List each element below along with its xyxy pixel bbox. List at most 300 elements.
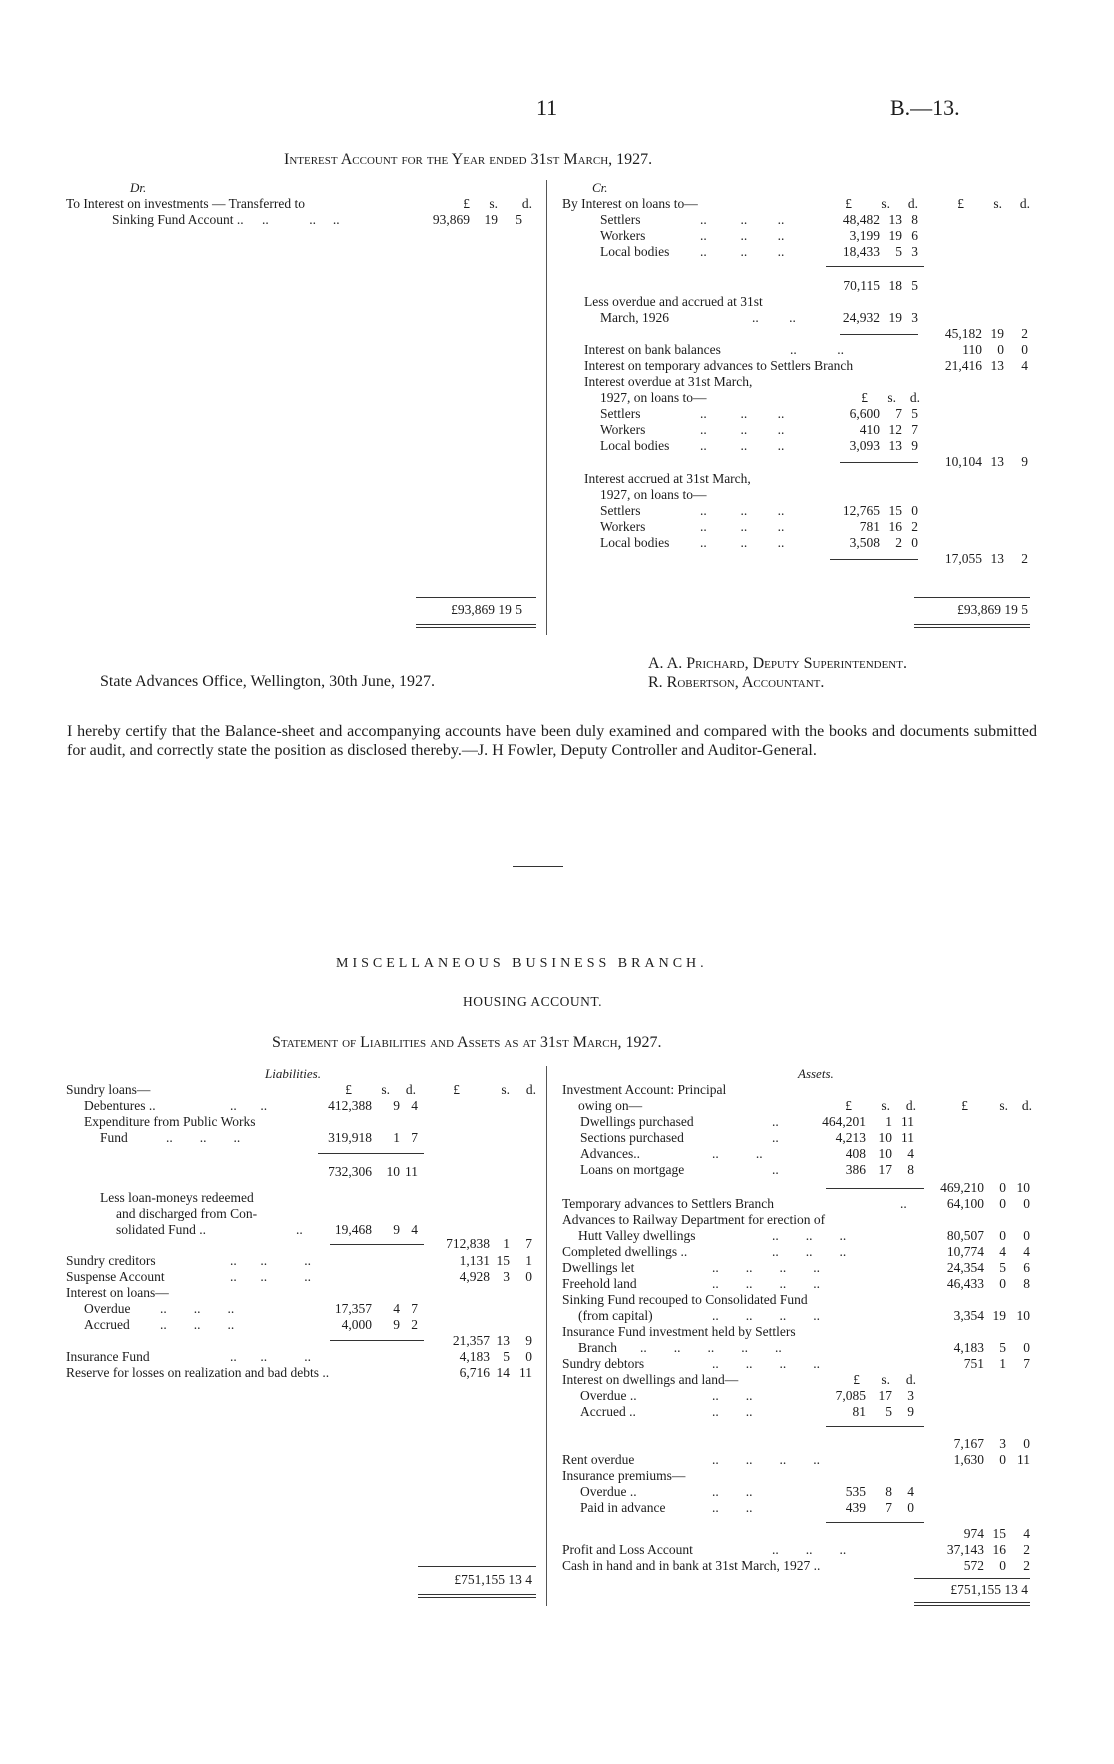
leader: .. .. .. (160, 1301, 235, 1316)
leader: .. .. (712, 1146, 763, 1161)
asset-head-s: s. (881, 1098, 890, 1113)
cr-head-l: £ (845, 196, 852, 211)
reserve-label: Reserve for losses on realization and bad debts .. (66, 1365, 330, 1380)
statement-title: Statement of Liabilities and Assets as at 31st March, 1927. (272, 1034, 662, 1051)
investment-l: 408 (845, 1146, 866, 1161)
freehold-land-label: Freehold land (562, 1276, 637, 1291)
rule (318, 1153, 424, 1154)
completed-dwellings-s: 4 (999, 1244, 1006, 1259)
liab-accrued-l: 4,000 (341, 1317, 372, 1332)
sinking-s: 19 (992, 1308, 1006, 1323)
dr-total-underline (416, 624, 536, 625)
cr-overdue-l: 3,093 (849, 438, 880, 453)
rule (914, 1602, 1030, 1603)
leader: .. .. .. (772, 1542, 847, 1557)
leader: .. .. .. (772, 1228, 847, 1243)
asset-interest-overdue-label: Overdue .. (580, 1388, 637, 1403)
cr-accrued-s: 16 (888, 519, 902, 534)
liab-head-d-2: d. (525, 1082, 536, 1097)
sinking-line-1: Sinking Fund recouped to Consolidated Fund (562, 1292, 808, 1307)
investment-l: 386 (845, 1162, 866, 1177)
leader: .. .. (712, 1500, 753, 1515)
leader: .. .. .. (700, 519, 785, 534)
dwellings-let-s: 5 (999, 1260, 1006, 1275)
suspense-d: 0 (525, 1269, 532, 1284)
sundry-creditors-l: 1,131 (459, 1253, 490, 1268)
net-loans-l: 712,838 (446, 1236, 490, 1251)
investment-line-1: Investment Account: Principal (562, 1082, 727, 1097)
leader: .. .. .. (160, 1317, 235, 1332)
sinking-l: 3,354 (953, 1308, 984, 1323)
freehold-land-s: 0 (999, 1276, 1006, 1291)
dr-total-rule (416, 597, 536, 598)
page-number: 11 (536, 95, 558, 120)
balance-sheet-divider (546, 1066, 547, 1606)
cr-temp-label: Interest on temporary advances to Settlers Branch (584, 358, 854, 373)
cr-overdue-head-l: £ (861, 390, 868, 405)
premiums-total-s: 15 (992, 1526, 1006, 1541)
cr-overdue-s: 13 (888, 438, 902, 453)
cr-less-overdue-s: 19 (888, 310, 902, 325)
rule (418, 1566, 536, 1567)
cr-accrued-d: 0 (911, 535, 918, 550)
less-line-1: Less loan-moneys redeemed (100, 1190, 254, 1205)
cr-overdue-head-1: Interest overdue at 31st March, (584, 374, 753, 389)
asset-interest-overdue-d: 3 (907, 1388, 914, 1403)
leader: .. .. .. .. (712, 1356, 820, 1371)
rule (826, 1426, 924, 1427)
liab-accrued-d: 2 (411, 1317, 418, 1332)
debentures-s: 9 (393, 1098, 400, 1113)
cr-less-overdue-d: 3 (911, 310, 918, 325)
cr-overdue-total-l: 10,104 (944, 454, 982, 469)
rent-overdue-s: 0 (999, 1452, 1006, 1467)
profit-loss-s: 16 (992, 1542, 1006, 1557)
temp-advances-l: 64,100 (946, 1196, 984, 1211)
leader: .. .. .. (700, 406, 785, 421)
cr-overdue-total-s: 13 (990, 454, 1004, 469)
loans-subtotal-d: 11 (405, 1164, 418, 1179)
dwellings-let-l: 24,354 (946, 1260, 984, 1275)
cr-head-s: s. (881, 196, 890, 211)
debentures-l: 412,388 (328, 1098, 372, 1113)
liab-overdue-label: Overdue (84, 1301, 131, 1316)
interest-head-s: s. (881, 1372, 890, 1387)
cr-loan-s: 5 (895, 244, 902, 259)
signature-prichard: A. A. Prichard, Deputy Superintendent. (648, 655, 907, 672)
cr-bank-d: 0 (1021, 342, 1028, 357)
asset-interest-accrued-l: 81 (852, 1404, 866, 1419)
railway-d: 0 (1023, 1228, 1030, 1243)
cr-loan-s: 19 (888, 228, 902, 243)
expenditure-line-1: Expenditure from Public Works (84, 1114, 256, 1129)
insurance-fund-label: Insurance Fund (66, 1349, 150, 1364)
completed-dwellings-l: 10,774 (946, 1244, 984, 1259)
completed-dwellings-d: 4 (1023, 1244, 1030, 1259)
rule (418, 1594, 536, 1595)
sundry-creditors-s: 15 (496, 1253, 510, 1268)
less-line-2: and discharged from Con- (116, 1206, 258, 1221)
interest-head-l: £ (853, 1372, 860, 1387)
dr-head-d: d. (521, 196, 532, 211)
cr-accrued-label: Local bodies (600, 535, 670, 550)
cr-accrued-l: 12,765 (842, 503, 880, 518)
rule (914, 1605, 1030, 1606)
sinking-d: 10 (1016, 1308, 1030, 1323)
liabilities-label: Liabilities. (265, 1066, 321, 1081)
cr-head-d: d. (907, 196, 918, 211)
rent-overdue-d: 11 (1017, 1452, 1030, 1467)
insurance-investment-line-2: Branch (578, 1340, 617, 1355)
asset-head-l: £ (845, 1098, 852, 1113)
cr-overdue-head-2: 1927, on loans to— (600, 390, 707, 405)
cr-temp-s: 13 (990, 358, 1004, 373)
investment-label: Loans on mortgage (580, 1162, 685, 1177)
cr-accrued-l: 3,508 (849, 535, 880, 550)
rule (914, 597, 1030, 598)
cr-overdue-label: Settlers (600, 406, 641, 421)
leader: .. .. (230, 1098, 268, 1113)
premiums-advance-s: 7 (885, 1500, 892, 1515)
premiums-total-d: 4 (1023, 1526, 1030, 1541)
cr-accrued-d: 0 (911, 503, 918, 518)
liab-head-l: £ (345, 1082, 352, 1097)
assets-label: Assets. (798, 1066, 834, 1081)
expenditure-l: 319,918 (328, 1130, 372, 1145)
liab-overdue-d: 7 (411, 1301, 418, 1316)
leader: .. .. (712, 1404, 753, 1419)
less-l: 19,468 (334, 1222, 372, 1237)
dr-head-s: s. (489, 196, 498, 211)
insurance-investment-l: 4,183 (953, 1340, 984, 1355)
cr-net-loans-l: 45,182 (944, 326, 982, 341)
liab-head-s: s. (381, 1082, 390, 1097)
office-line: State Advances Office, Wellington, 30th June, 1927. (100, 673, 435, 690)
liab-accrued-s: 9 (393, 1317, 400, 1332)
dr-label: Dr. (130, 180, 147, 195)
cr-net-loans-d: 2 (1021, 326, 1028, 341)
rule (330, 1340, 424, 1341)
asset-head-s-2: s. (999, 1098, 1008, 1113)
suspense-l: 4,928 (459, 1269, 490, 1284)
debentures-d: 4 (411, 1098, 418, 1113)
loans-subtotal-s: 10 (386, 1164, 400, 1179)
cr-overdue-head-s: s. (887, 390, 896, 405)
asset-interest-overdue-s: 17 (878, 1388, 892, 1403)
interest-dwellings-heading: Interest on dwellings and land— (562, 1372, 739, 1387)
less-d: 4 (411, 1222, 418, 1237)
asset-interest-total-l: 7,167 (953, 1436, 984, 1451)
cr-overdue-l: 6,600 (849, 406, 880, 421)
net-loans-s: 1 (503, 1236, 510, 1251)
dr-head-pound: £ (463, 196, 470, 211)
investment-label: Dwellings purchased (580, 1114, 694, 1129)
cr-accrued-d: 2 (911, 519, 918, 534)
sundry-debtors-l: 751 (963, 1356, 984, 1371)
cash-d: 2 (1023, 1558, 1030, 1573)
investment-d: 8 (907, 1162, 914, 1177)
liab-overdue-s: 4 (393, 1301, 400, 1316)
expenditure-d: 7 (411, 1130, 418, 1145)
interest-total-d: 9 (525, 1333, 532, 1348)
investment-l: 4,213 (835, 1130, 866, 1145)
cr-accrued-head-2: 1927, on loans to— (600, 487, 707, 502)
cr-overdue-d: 7 (911, 422, 918, 437)
asset-head-l-2: £ (961, 1098, 968, 1113)
insurance-investment-line-1: Insurance Fund investment held by Settlers (562, 1324, 796, 1339)
cr-accrued-l: 781 (859, 519, 880, 534)
cr-head-l-2: £ (957, 196, 964, 211)
asset-interest-overdue-l: 7,085 (835, 1388, 866, 1403)
cr-loans-subtotal-l: 70,115 (843, 278, 880, 293)
liab-head-d: d. (405, 1082, 416, 1097)
cr-net-loans-s: 19 (990, 326, 1004, 341)
leader: .. .. .. (700, 212, 785, 227)
rule (418, 1597, 536, 1598)
dr-total: £93,869 19 5 (451, 602, 522, 617)
premiums-overdue-l: 535 (845, 1484, 866, 1499)
temp-advances-label: Temporary advances to Settlers Branch (562, 1196, 774, 1211)
liabilities-total: £751,155 13 4 (454, 1572, 532, 1587)
investment-d: 4 (907, 1146, 914, 1161)
cr-overdue-d: 5 (911, 406, 918, 421)
sundry-debtors-label: Sundry debtors (562, 1356, 645, 1371)
leader: .. .. .. .. (712, 1452, 820, 1467)
loans-subtotal-l: 732,306 (328, 1164, 372, 1179)
cr-less-overdue-l: 24,932 (842, 310, 880, 325)
profit-loss-d: 2 (1023, 1542, 1030, 1557)
leader: .. (772, 1114, 779, 1129)
cr-overdue-head-d: d. (909, 390, 920, 405)
sundry-debtors-s: 1 (999, 1356, 1006, 1371)
cr-loan-s: 13 (888, 212, 902, 227)
sinking-line-2: (from capital) (578, 1308, 653, 1323)
sundry-creditors-d: 1 (525, 1253, 532, 1268)
railway-s: 0 (999, 1228, 1006, 1243)
investment-l: 464,201 (822, 1114, 866, 1129)
dr-total-underline-2 (416, 627, 536, 628)
interest-head-d: d. (905, 1372, 916, 1387)
cr-less-overdue-1: Less overdue and accrued at 31st (584, 294, 763, 309)
premiums-total-l: 974 (963, 1526, 984, 1541)
cr-overdue-label: Workers (600, 422, 646, 437)
premiums-overdue-label: Overdue .. (580, 1484, 637, 1499)
cr-accrued-label: Workers (600, 519, 646, 534)
suspense-label: Suspense Account (66, 1269, 165, 1284)
rule (826, 266, 924, 267)
section-divider (513, 866, 563, 867)
cr-loan-d: 3 (911, 244, 918, 259)
cr-heading: By Interest on loans to— (562, 196, 698, 211)
cr-loan-label: Settlers (600, 212, 641, 227)
cr-loans-subtotal-d: 5 (911, 278, 918, 293)
liab-accrued-label: Accrued (84, 1317, 130, 1332)
cr-loan-l: 3,199 (849, 228, 880, 243)
leader: .. (772, 1162, 779, 1177)
premiums-overdue-s: 8 (885, 1484, 892, 1499)
investment-s: 10 (878, 1146, 892, 1161)
insurance-fund-s: 5 (503, 1349, 510, 1364)
cr-loan-d: 8 (911, 212, 918, 227)
cr-head-d-2: d. (1019, 196, 1030, 211)
cr-less-overdue-2: March, 1926 (600, 310, 669, 325)
insurance-investment-s: 5 (999, 1340, 1006, 1355)
dr-amount-d: 5 (515, 212, 522, 227)
cr-bank-l: 110 (962, 342, 982, 357)
cr-label: Cr. (592, 180, 608, 195)
leader: .. .. (712, 1388, 753, 1403)
cr-accrued-total-s: 13 (990, 551, 1004, 566)
cr-overdue-s: 12 (888, 422, 902, 437)
cr-overdue-label: Local bodies (600, 438, 670, 453)
net-loans-d: 7 (525, 1236, 532, 1251)
cr-total: £93,869 19 5 (957, 602, 1028, 617)
liab-head-s-2: s. (501, 1082, 510, 1097)
investments-total-d: 10 (1016, 1180, 1030, 1195)
cr-temp-l: 21,416 (944, 358, 982, 373)
liab-overdue-l: 17,357 (334, 1301, 372, 1316)
investment-s: 17 (878, 1162, 892, 1177)
reserve-s: 14 (496, 1365, 510, 1380)
sundry-loans-heading: Sundry loans— (66, 1082, 151, 1097)
leader: .. .. .. (700, 244, 785, 259)
completed-dwellings-label: Completed dwellings .. (562, 1244, 688, 1259)
cr-loans-subtotal-s: 18 (888, 278, 902, 293)
rent-overdue-label: Rent overdue (562, 1452, 635, 1467)
cr-accrued-head-1: Interest accrued at 31st March, (584, 471, 751, 486)
cash-label: Cash in hand and in bank at 31st March, 1927 .. (562, 1558, 821, 1573)
freehold-land-d: 8 (1023, 1276, 1030, 1291)
reserve-d: 11 (519, 1365, 532, 1380)
reserve-l: 6,716 (459, 1365, 490, 1380)
investment-d: 11 (901, 1130, 914, 1145)
leader: .. .. .. (700, 422, 785, 437)
cr-loan-label: Local bodies (600, 244, 670, 259)
cr-accrued-total-d: 2 (1021, 551, 1028, 566)
premiums-heading: Insurance premiums— (562, 1468, 686, 1483)
cr-overdue-total-d: 9 (1021, 454, 1028, 469)
profit-loss-label: Profit and Loss Account (562, 1542, 693, 1557)
leader: .. .. .. (700, 503, 785, 518)
cr-accrued-s: 2 (895, 535, 902, 550)
branch-subtitle: HOUSING ACCOUNT. (463, 994, 603, 1009)
rule (914, 1578, 1030, 1579)
interest-total-s: 13 (496, 1333, 510, 1348)
cr-accrued-label: Settlers (600, 503, 641, 518)
cr-accrued-total-l: 17,055 (944, 551, 982, 566)
document-reference: B.—13. (890, 95, 960, 120)
cr-loan-l: 18,433 (842, 244, 880, 259)
rule (830, 559, 918, 560)
asset-interest-total-s: 3 (999, 1436, 1006, 1451)
freehold-land-l: 46,433 (946, 1276, 984, 1291)
investments-total-s: 0 (999, 1180, 1006, 1195)
interest-account-title: Interest Account for the Year ended 31st March, 1927. (284, 151, 653, 168)
railway-line-2: Hutt Valley dwellings (578, 1228, 696, 1243)
dwellings-let-d: 6 (1023, 1260, 1030, 1275)
investment-label: Advances.. (580, 1146, 640, 1161)
leader: .. .. .. (166, 1130, 241, 1145)
dr-line-2: Sinking Fund Account .. (112, 212, 244, 227)
leader: .. .. (752, 310, 796, 325)
asset-interest-total-d: 0 (1023, 1436, 1030, 1451)
leader: .. .. .. (700, 438, 785, 453)
asset-interest-accrued-s: 5 (885, 1404, 892, 1419)
less-line-3: solidated Fund .. (116, 1222, 206, 1237)
investment-d: 11 (901, 1114, 914, 1129)
premiums-advance-l: 439 (845, 1500, 866, 1515)
interest-divider (546, 180, 547, 635)
railway-l: 80,507 (946, 1228, 984, 1243)
investment-s: 1 (885, 1114, 892, 1129)
debentures-label: Debentures .. (84, 1098, 156, 1113)
dwellings-let-label: Dwellings let (562, 1260, 635, 1275)
signature-robertson: R. Robertson, Accountant. (648, 674, 825, 691)
leader: .. .. .. .. .. (640, 1340, 782, 1355)
rule (826, 1522, 924, 1523)
suspense-s: 3 (503, 1269, 510, 1284)
premiums-advance-label: Paid in advance (580, 1500, 666, 1515)
profit-loss-l: 37,143 (946, 1542, 984, 1557)
dr-amount-l: 93,869 (432, 212, 470, 227)
temp-advances-s: 0 (999, 1196, 1006, 1211)
cr-overdue-d: 9 (911, 438, 918, 453)
assets-total: £751,155 13 4 (950, 1582, 1028, 1597)
interest-total-l: 21,357 (452, 1333, 490, 1348)
cr-head-s-2: s. (993, 196, 1002, 211)
investment-s: 10 (878, 1130, 892, 1145)
leader: .. .. .. (230, 1269, 311, 1284)
cash-l: 572 (963, 1558, 984, 1573)
interest-on-loans-heading: Interest on loans— (66, 1285, 169, 1300)
premiums-advance-d: 0 (907, 1500, 914, 1515)
leader: .. (772, 1130, 779, 1145)
leader: .. .. .. (700, 228, 785, 243)
liab-head-l-2: £ (453, 1082, 460, 1097)
dr-leader: .. .. .. (262, 212, 340, 227)
cash-s: 0 (999, 1558, 1006, 1573)
cr-accrued-s: 15 (888, 503, 902, 518)
investments-total-l: 469,210 (940, 1180, 984, 1195)
rule (330, 1244, 424, 1245)
cr-loan-d: 6 (911, 228, 918, 243)
branch-title: MISCELLANEOUS BUSINESS BRANCH. (336, 956, 708, 971)
rule (840, 462, 918, 463)
leader: .. .. (712, 1484, 753, 1499)
rule (914, 624, 1030, 625)
cr-bank-label: Interest on bank balances (584, 342, 721, 357)
certification-paragraph: I hereby certify that the Balance-sheet and accompanying accounts have been duly examined and compared with the books and documents submitted for audit, and correctly state the position as disclosed thereby.—J. H Fowler, Deputy Controller and Auditor-General. (67, 723, 1037, 759)
leader: .. (900, 1196, 907, 1211)
cr-temp-d: 4 (1021, 358, 1028, 373)
leader: .. .. .. .. (712, 1260, 820, 1275)
expenditure-s: 1 (393, 1130, 400, 1145)
leader: .. .. .. .. (712, 1308, 820, 1323)
sundry-debtors-d: 7 (1023, 1356, 1030, 1371)
leader: .. .. .. (772, 1244, 847, 1259)
rent-overdue-l: 1,630 (953, 1452, 984, 1467)
cr-loan-label: Workers (600, 228, 646, 243)
cr-overdue-l: 410 (859, 422, 880, 437)
cr-overdue-s: 7 (895, 406, 902, 421)
dr-amount-s: 19 (484, 212, 498, 227)
temp-advances-d: 0 (1023, 1196, 1030, 1211)
premiums-overdue-d: 4 (907, 1484, 914, 1499)
rule (914, 627, 1030, 628)
insurance-investment-d: 0 (1023, 1340, 1030, 1355)
leader: .. .. .. (700, 535, 785, 550)
asset-interest-accrued-d: 9 (907, 1404, 914, 1419)
